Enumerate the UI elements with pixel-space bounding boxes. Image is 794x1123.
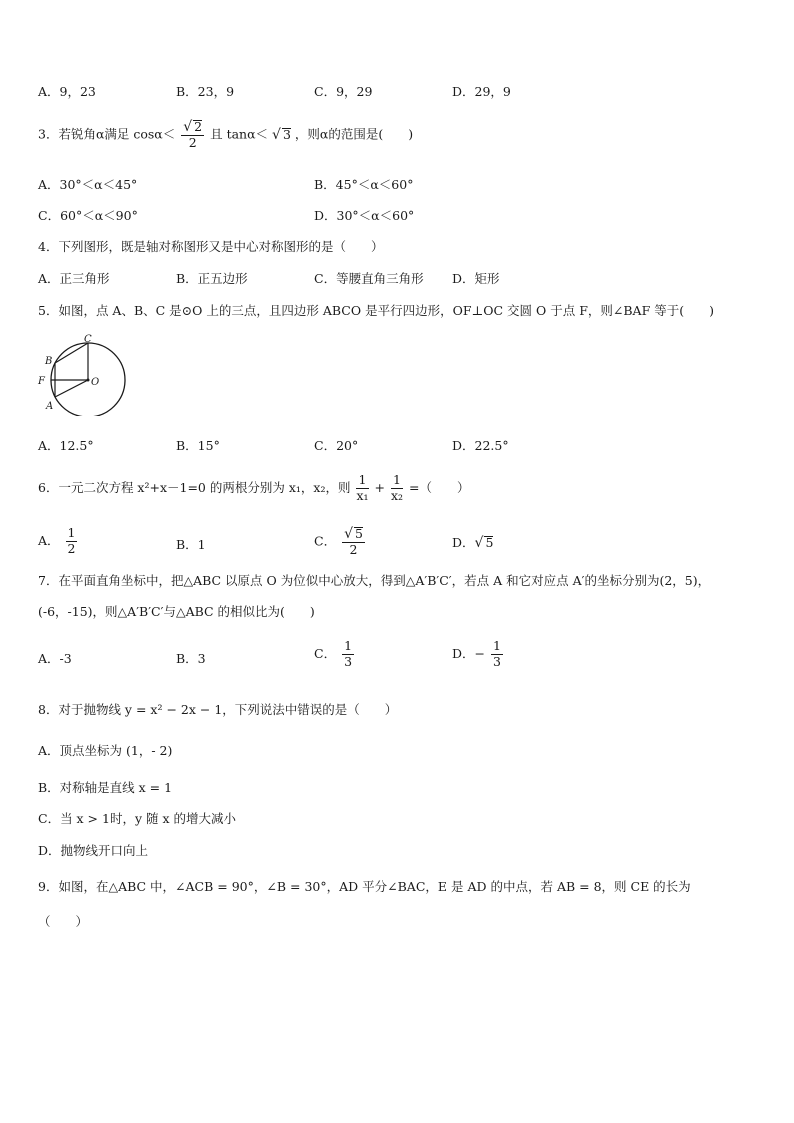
question-3: 3．若锐角α满足 cosα＜ $\frac{√ 2}{2}$ 且 tanα＜ √ 3 ，则α的范围是( ) — [38, 119, 414, 150]
q3-option-d: D．30°＜α＜60° — [314, 208, 415, 223]
q7-option-c — [314, 640, 356, 668]
question-4: 4．下列图形，既是轴对称图形又是中心对称图形的是（ ） — [38, 239, 384, 254]
q6-opt-a-num: 1 — [67, 525, 76, 540]
question-5: 5．如图，点 A、B、C 是⊙O 上的三点，且四边形 ABCO 是平行四边形，OF⊥OC 交圆 O 于点 F，则∠BAF 等于( ) — [38, 303, 714, 318]
q7-opt-c-label: C． — [314, 645, 337, 661]
q6-opt-c-num: 5 — [354, 526, 363, 541]
q7-opt-c-den: 3 — [344, 653, 353, 669]
q3-fraction: $\frac{√ 2}{2}$ — [183, 119, 203, 150]
label-a: A — [46, 401, 54, 412]
q3-frac-den: 2 — [188, 135, 197, 150]
q6-suffix: =（ ） — [409, 479, 470, 495]
q6-fraction-2 — [391, 474, 403, 502]
q4-option-c: C．等腰直角三角形 — [314, 271, 424, 286]
q6-option-c — [314, 527, 367, 557]
q7-line-2: (-6，-15)，则△A′B′C′与△ABC 的相似比为( ) — [38, 604, 315, 619]
q6-opt-d-label: D． — [452, 535, 475, 550]
q3-sqrt-val: 3 — [282, 126, 291, 142]
q4-option-d: D．矩形 — [452, 271, 500, 286]
q4-option-b: B．正五边形 — [176, 271, 248, 286]
q7-opt-d-num: 1 — [492, 638, 501, 653]
q6-opt-d-val: 5 — [485, 535, 494, 550]
label-c: C — [84, 334, 92, 345]
q6-opt-c-den: 2 — [349, 542, 358, 557]
label-b: B — [45, 356, 53, 367]
q7-line-1: 7．在平面直角坐标中，把△ABC 以原点 O 为位似中心放大，得到△A′B′C′，若点 A 和它对应点 A′的坐标分别为(2，5)， — [38, 573, 711, 588]
q2-option-c: C．9，29 — [314, 84, 373, 99]
q7-opt-d-fraction — [491, 640, 503, 668]
q7-option-b: B．3 — [176, 651, 206, 666]
q6-f1-den: x₁ — [356, 487, 369, 503]
q9-line-1: 9．如图，在△ABC 中，∠ACB = 90°，∠B = 30°，AD 平分∠BAC，E 是 AD 的中点，若 AB = 8，则 CE 的长为 — [38, 879, 691, 894]
q7-option-d — [452, 640, 505, 668]
q8-option-b: B．对称轴是直线 x = 1 — [38, 780, 173, 795]
q5-option-a: A．12.5° — [38, 438, 94, 453]
q6-opt-c-label: C． — [314, 533, 337, 549]
q3-suffix: ，则α的范围是( ) — [294, 126, 414, 142]
q6-opt-a-fraction — [66, 527, 78, 555]
q7-opt-d-den: 3 — [492, 653, 501, 669]
q4-option-a: A．正三角形 — [38, 271, 110, 286]
question-8: 8．对于抛物线 y = x² − 2x − 1，下列说法中错误的是（ ） — [38, 702, 398, 717]
q3-option-b: B．45°＜α＜60° — [314, 177, 414, 192]
q6-option-a — [38, 527, 79, 555]
q6-opt-c-fraction: $\frac{√ 5}{2}$ — [344, 526, 363, 557]
q3-frac-num: 2 — [194, 119, 203, 134]
q7-opt-c-fraction — [342, 640, 354, 668]
q6-opt-a-den: 2 — [67, 540, 76, 556]
q2-option-b: B．23，9 — [176, 84, 235, 99]
q7-opt-d-label: D．− — [452, 645, 485, 661]
q5-option-d: D．22.5° — [452, 438, 509, 453]
q7-opt-c-num: 1 — [344, 638, 353, 653]
q2-option-d: D．29，9 — [452, 84, 511, 99]
q6-f2-num: 1 — [391, 474, 403, 489]
q7-option-a: A．-3 — [38, 651, 72, 666]
q6-option-b: B．1 — [176, 537, 206, 552]
q3-option-c: C．60°＜α＜90° — [38, 208, 138, 223]
q6-fraction-1 — [356, 474, 368, 502]
label-o: O — [91, 377, 100, 388]
q6-f1-num: 1 — [356, 474, 368, 489]
q3-mid: 且 tanα＜ — [210, 126, 269, 142]
point-o — [87, 379, 90, 382]
q5-circle-figure — [36, 332, 136, 416]
q6-plus: + — [374, 479, 385, 495]
q9-line-2: （ ） — [38, 914, 89, 929]
q8-option-d: D．抛物线开口向上 — [38, 843, 149, 858]
q3-prefix: 3．若锐角α满足 cosα＜ — [38, 126, 176, 142]
segment-cb — [55, 343, 88, 363]
q8-option-c: C．当 x > 1时，y 随 x 的增大减小 — [38, 811, 236, 826]
q6-prefix: 6．一元二次方程 x²+x－1=0 的两根分别为 x₁，x₂，则 — [38, 479, 351, 495]
q6-opt-a-label: A． — [38, 532, 60, 548]
q2-option-a: A．9，23 — [38, 84, 96, 99]
question-6 — [38, 474, 470, 502]
q6-option-d: D．√ 5 — [452, 535, 494, 551]
q5-option-b: B．15° — [176, 438, 220, 453]
label-f: F — [38, 376, 45, 387]
q3-option-a: A．30°＜α＜45° — [38, 177, 138, 192]
q6-f2-den: x₂ — [390, 487, 404, 503]
segment-ao — [55, 380, 88, 397]
q8-option-a: A．顶点坐标为 (1，- 2) — [38, 743, 173, 758]
q5-option-c: C．20° — [314, 438, 359, 453]
